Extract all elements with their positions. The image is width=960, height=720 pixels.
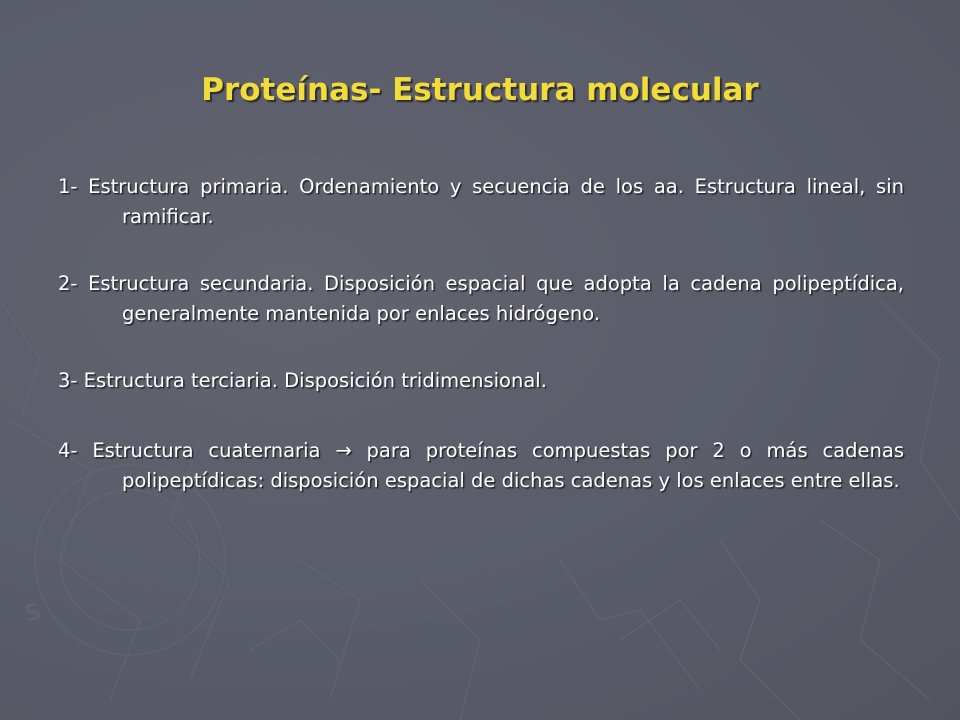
list-item-estructura-secundaria: 2- Estructura secundaria. Disposición espacial que adopta la cadena polipeptídica, generalmente mantenida por enlaces hidrógeno. bbox=[58, 272, 904, 325]
svg-text:S: S bbox=[21, 598, 45, 628]
slide-content bbox=[58, 172, 904, 533]
list-item-estructura-terciaria: 3- Estructura terciaria. Disposición tridimensional. bbox=[58, 369, 547, 392]
list-item-estructura-primaria: 1- Estructura primaria. Ordenamiento y secuencia de los aa. Estructura lineal, sin ramificar. bbox=[58, 175, 904, 228]
slide-title: Proteínas- Estructura molecular bbox=[201, 72, 759, 108]
list-item-estructura-cuaternaria: 4- Estructura cuaternaria → para proteínas compuestas por 2 o más cadenas polipeptídicas: disposición espacial de dichas cadenas y los enlaces entre ellas. bbox=[58, 439, 904, 492]
